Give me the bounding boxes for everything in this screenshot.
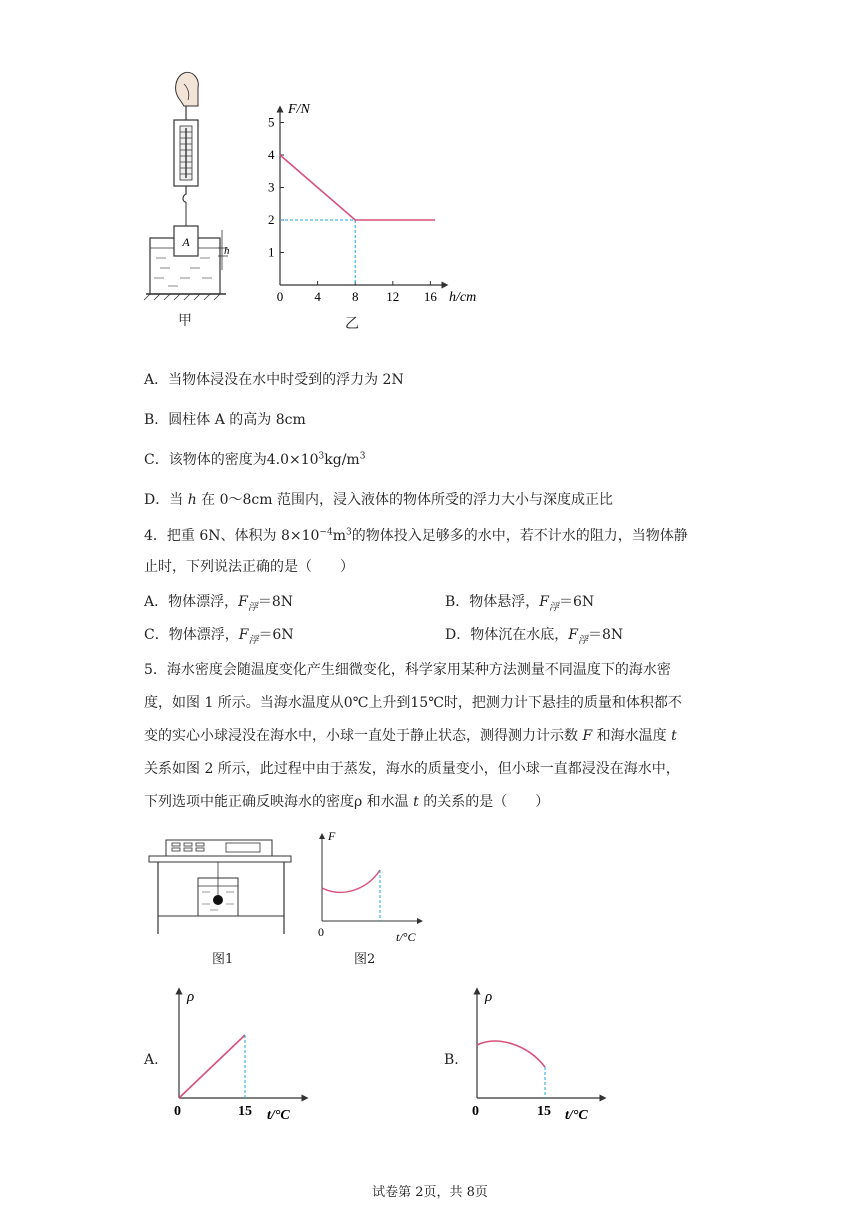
q5-option-b-tick: 15 — [537, 1104, 551, 1119]
q4-option-c: C．物体漂浮，$F_浮=6N$ — [144, 627, 294, 646]
q4-line1-unit-exp: 3 — [345, 527, 352, 538]
page-footer: 试卷第 2页，共 8页 — [372, 1185, 488, 1200]
figure-jia-apparatus — [140, 70, 240, 330]
y-tick-label: 3 — [268, 179, 275, 195]
x-tick-label: 4 — [314, 289, 321, 304]
figure2-graph — [312, 828, 432, 948]
x-tick-label: 12 — [386, 289, 400, 304]
q5-option-a-x-label: t/°C — [267, 1108, 290, 1123]
q4-option-d: D．物体沉在水底，$F_浮=8N$ — [445, 627, 624, 646]
figure2-y-label: F — [328, 829, 336, 843]
figure2-caption: 图2 — [354, 952, 376, 967]
x-axis-label: h/cm — [449, 290, 477, 305]
x-tick-label: 0 — [276, 289, 284, 304]
q5-option-b-x-label: t/°C — [565, 1108, 588, 1123]
y-tick-label: 1 — [268, 244, 275, 260]
q5-stem-line3: 变的实心小球浸没在海水中，小球一直处于静止状态，测得测力计示数 F 和海水温度 t — [144, 728, 677, 744]
q4-stem-line2: 止时，下列说法正确的是（ ） — [144, 559, 354, 575]
q3-option-c-exp: 3 — [318, 451, 325, 462]
q5-option-a-y-label: ρ — [187, 989, 195, 1005]
y-tick-label: 4 — [268, 147, 275, 162]
y-tick-label: 2 — [268, 212, 275, 227]
q4-line1-exp: −4 — [319, 527, 333, 538]
q3-option-b: B．圆柱体 A 的高为 8cm — [144, 412, 306, 428]
q5-stem-line4: 关系如图 2 所示，此过程中由于蒸发，海水的质量变小，但小球一直都浸没在海水中， — [144, 761, 680, 777]
q3-option-c-value: 4.0×10 — [266, 452, 319, 468]
q3-option-c-text: C．该物体的密度为 — [144, 452, 267, 468]
q5-stem-line1: 5．海水密度会随温度变化产生细微变化，科学家用某种方法测量不同温度下的海水密 — [144, 662, 671, 678]
q3-option-c-unit-exp: 3 — [359, 451, 366, 462]
q5-option-a-origin: 0 — [174, 1104, 181, 1119]
figure2-origin: 0 — [318, 925, 324, 939]
block-a-label: A — [182, 235, 190, 249]
q5-option-b-origin: 0 — [472, 1104, 479, 1119]
q5-stem-line5: 下列选项中能正确反映海水的密度ρ 和水温 t 的关系的是（ ） — [144, 794, 550, 810]
q3-option-d — [144, 490, 613, 510]
y-axis-label: F/N — [288, 102, 310, 117]
y-tick-label: 5 — [268, 114, 275, 130]
figure-yi-chart — [255, 95, 490, 315]
h-marker-label: h — [224, 245, 230, 257]
q3-option-c — [144, 450, 365, 470]
q3-option-d-var: h — [187, 492, 197, 508]
q3-option-d-post: 在 0～8cm 范围内，浸入液体的物体所受的浮力大小与深度成正比 — [201, 492, 614, 508]
q4-line1-post: 的物体投入足够多的水中，若不计水的阻力，当物体静 — [351, 528, 688, 544]
q5-option-a-label: A. — [144, 1052, 159, 1068]
q5-option-b-y-label: ρ — [485, 989, 493, 1005]
q5-option-b-label: B. — [444, 1052, 459, 1068]
figure-yi-caption: 乙 — [345, 316, 359, 332]
q5-option-a-graph — [165, 985, 315, 1125]
q3-option-a: A．当物体浸没在水中时受到的浮力为 2N — [144, 372, 404, 388]
q4-line1-unit: m — [332, 528, 346, 544]
q4-stem-line1 — [144, 526, 688, 546]
q4-option-b: B．物体悬浮，$F_浮=6N$ — [445, 594, 595, 613]
q3-option-d-pre: D．当 — [144, 492, 184, 508]
figure2-x-label: t/°C — [396, 930, 416, 944]
q5-option-b-graph — [463, 985, 613, 1125]
q4-line1-pre: 4．把重 6N、体积为 8×10 — [144, 528, 320, 544]
q5-stem-line2: 度，如图 1 所示。当海水温度从0℃上升到15℃时，把测力计下悬挂的质量和体积都不 — [144, 695, 682, 711]
q4-option-a: A．物体漂浮，$F_浮=8N$ — [144, 594, 294, 613]
q5-option-a-tick: 15 — [238, 1104, 252, 1119]
figure1-caption: 图1 — [212, 952, 234, 967]
figure-jia-caption: 甲 — [178, 313, 192, 329]
x-tick-label: 8 — [351, 289, 359, 304]
x-tick-label: 16 — [423, 289, 437, 304]
figure1-apparatus — [146, 834, 296, 944]
q3-option-c-unit: kg/m — [324, 452, 360, 468]
series-line — [280, 155, 435, 220]
